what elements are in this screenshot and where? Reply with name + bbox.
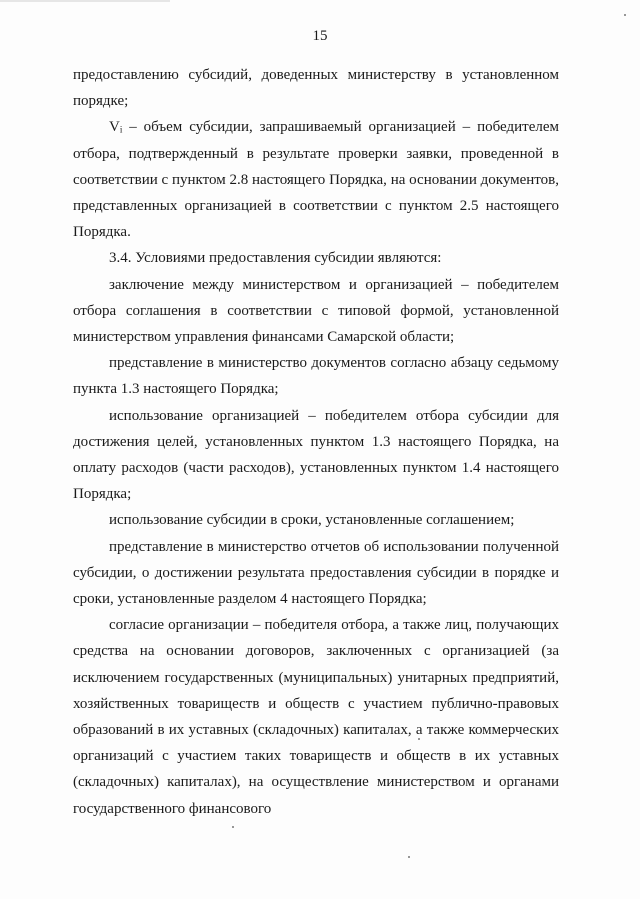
paragraph-1: предоставлению субсидий, доведенных министерству в установленном порядке;: [73, 67, 559, 110]
scan-speck: [418, 738, 420, 740]
scan-speck: [408, 856, 410, 858]
scan-speck: [232, 826, 234, 828]
paragraph-6: использование организацией – победителем отбора субсидии для достижения целей, установленных пунктом 1.3 настоящего Порядка, на оплату расходов (части расходов), установленных пунктом 1.4 настоящего Порядка;: [73, 407, 559, 503]
paragraph-3: 3.4. Условиями предоставления субсидии являются:: [109, 250, 442, 267]
paragraph-4: заключение между министерством и организацией – победителем отбора соглашения в соответствии с типовой формой, установленной министерством управления финансами Самарской области;: [73, 276, 559, 346]
scan-speck: [624, 14, 626, 16]
paragraph-5: представление в министерство документов согласно абзацу седьмому пункта 1.3 настоящего Порядка;: [73, 355, 559, 398]
scan-edge-mark: [0, 0, 170, 2]
paragraph-2: Vᵢ – объем субсидии, запрашиваемый организацией – победителем отбора, подтвержденный в результате проверки заявки, проведенной в соответствии с пунктом 2.8 настоящего Порядка, на основании документов, представленных организацией в соответствии с пунктом 2.5 настоящего Порядка.: [73, 119, 559, 241]
paragraph-7: использование субсидии в сроки, установленные соглашением;: [109, 512, 515, 529]
document-body: [73, 62, 559, 822]
paragraph-9: согласие организации – победителя отбора, а также лиц, получающих средства на основании договоров, заключенных с организацией (за исключением государственных (муниципальных) унитарных предприятий, хозяйственных товариществ и обществ с участием публично-правовых образований в их уставных (складочных) капиталах, а также коммерческих организаций с участием таких товариществ и обществ в их уставных (складочных) капиталах), на осуществление министерством и органами государственного финансового: [73, 617, 559, 817]
page-number: 15: [312, 28, 328, 44]
paragraph-8: представление в министерство отчетов об использовании полученной субсидии, о достижении результата предоставления субсидии в порядке и сроки, установленные разделом 4 настоящего Порядка;: [73, 538, 559, 608]
